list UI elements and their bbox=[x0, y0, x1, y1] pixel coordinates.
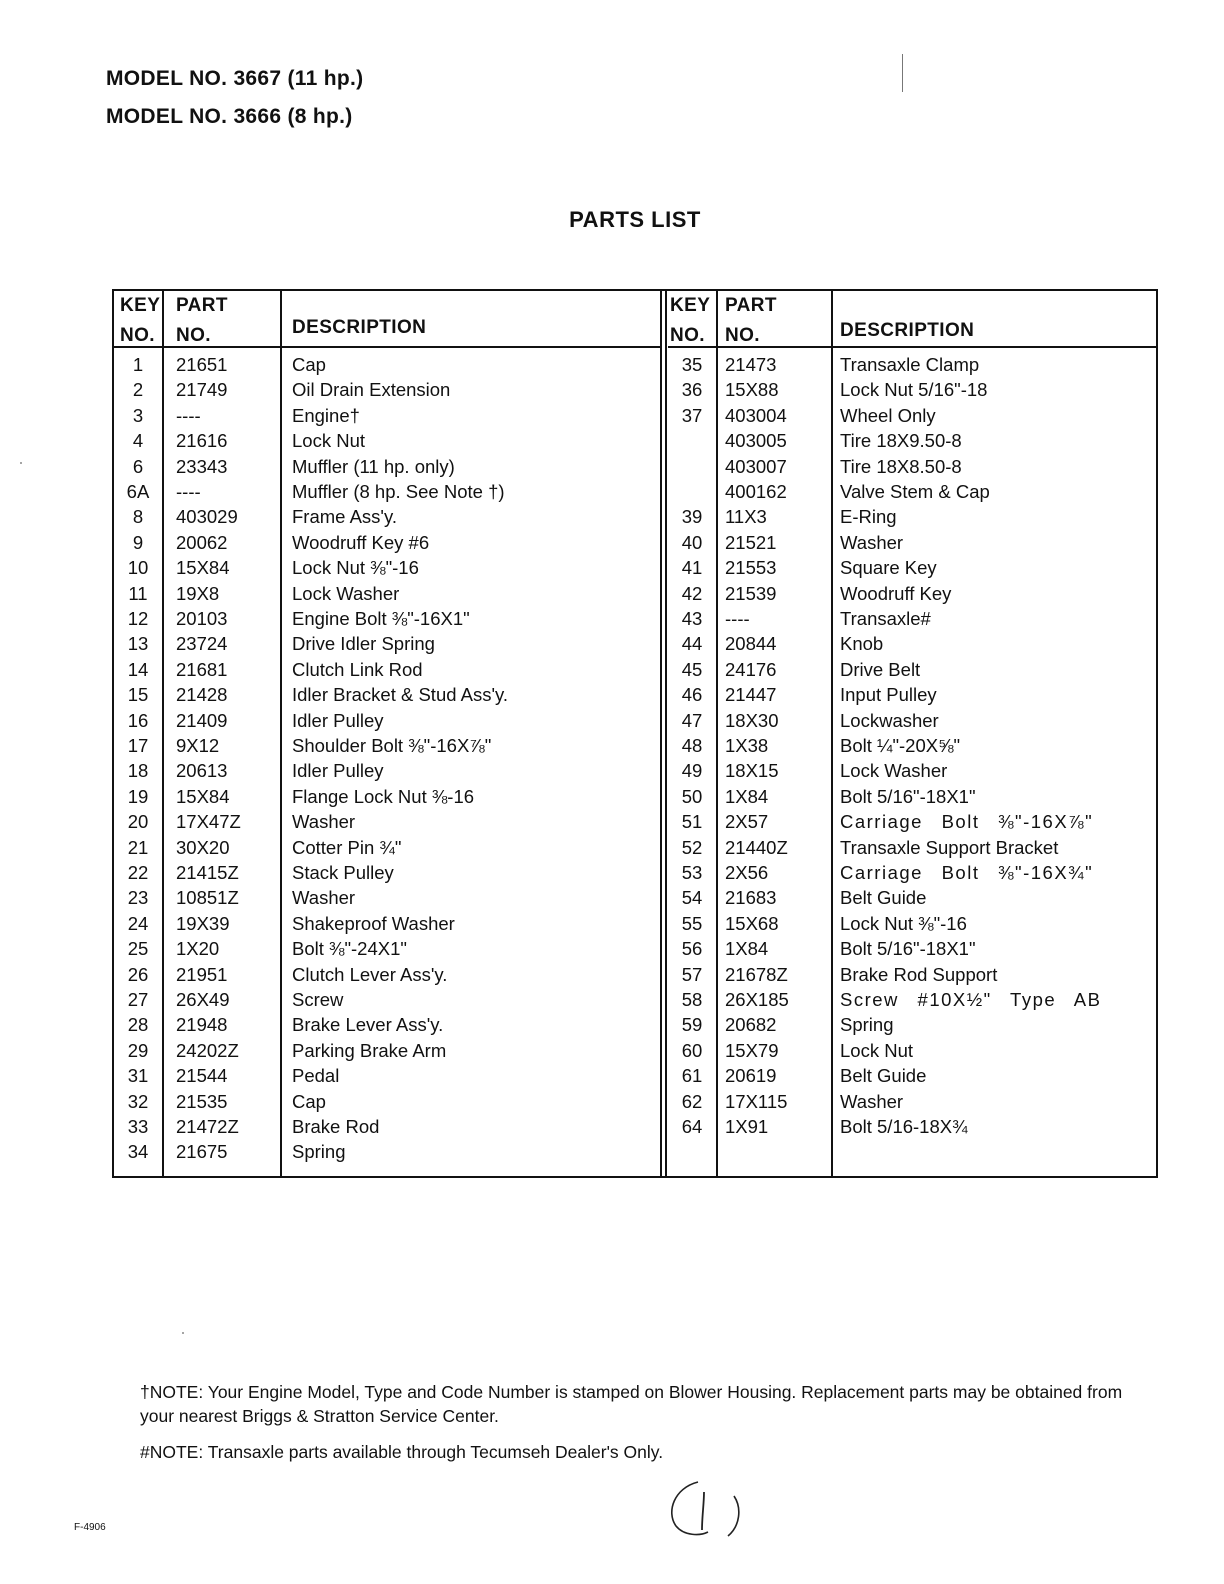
key-number: 4 bbox=[132, 430, 144, 452]
part-description: Bolt 5/16"-18X1" bbox=[840, 938, 976, 960]
model-line-1: MODEL NO. 3667 (11 hp.) bbox=[106, 67, 364, 90]
part-description: Brake Lever Ass'y. bbox=[292, 1014, 444, 1036]
key-number: 59 bbox=[681, 1014, 703, 1036]
part-description: Idler Pulley bbox=[292, 709, 384, 731]
part-number: 21535 bbox=[176, 1090, 228, 1112]
scan-speck bbox=[182, 1332, 184, 1334]
table-row bbox=[668, 835, 1156, 860]
header-part bbox=[176, 291, 228, 351]
table-row bbox=[114, 809, 660, 834]
table-row bbox=[114, 936, 660, 961]
part-description: Transaxle Clamp bbox=[840, 354, 980, 375]
key-number: 13 bbox=[127, 633, 149, 655]
part-description: Pedal bbox=[292, 1065, 340, 1087]
scan-mark bbox=[902, 54, 903, 92]
table-row bbox=[114, 428, 660, 453]
key-number: 39 bbox=[681, 506, 703, 528]
model-line-2: MODEL NO. 3666 (8 hp.) bbox=[106, 105, 353, 128]
key-number: 41 bbox=[681, 557, 703, 579]
key-number: 58 bbox=[681, 989, 703, 1010]
table-row bbox=[114, 708, 660, 733]
key-number: 19 bbox=[127, 785, 149, 807]
part-number: 24202Z bbox=[176, 1039, 239, 1061]
table-row bbox=[114, 682, 660, 707]
part-description: Bolt 5/16"-18X1" bbox=[840, 785, 976, 807]
part-number: 21521 bbox=[725, 531, 777, 553]
key-number: 9 bbox=[132, 531, 144, 553]
table-row bbox=[668, 784, 1156, 809]
header-key-line-2: NO. bbox=[670, 325, 705, 346]
part-number: 21749 bbox=[176, 379, 228, 401]
part-number: 15X68 bbox=[725, 912, 779, 934]
part-number: 21553 bbox=[725, 557, 777, 579]
part-description: Parking Brake Arm bbox=[292, 1039, 447, 1061]
part-description: Flange Lock Nut ⅜-16 bbox=[292, 785, 475, 807]
table-row bbox=[114, 911, 660, 936]
table-row bbox=[668, 1063, 1156, 1088]
key-number: 51 bbox=[681, 811, 703, 833]
key-number: 46 bbox=[681, 684, 703, 706]
key-number: 48 bbox=[681, 735, 703, 756]
part-description: Lock Nut 5/16"-18 bbox=[840, 379, 988, 401]
table-row bbox=[114, 581, 660, 606]
part-number: 15X84 bbox=[176, 557, 230, 579]
part-description: Lockwasher bbox=[840, 709, 939, 731]
part-description: Lock Washer bbox=[292, 582, 400, 604]
part-number: 24176 bbox=[725, 658, 777, 680]
part-number: 20613 bbox=[176, 760, 228, 782]
parts-table bbox=[112, 289, 1158, 1178]
table-row bbox=[114, 1038, 660, 1063]
table-row bbox=[668, 504, 1156, 529]
header-key-line-1: KEY bbox=[670, 295, 711, 316]
part-number: 20062 bbox=[176, 531, 228, 553]
key-number: 2 bbox=[132, 379, 144, 401]
header-description: DESCRIPTION bbox=[292, 317, 427, 338]
part-number: 21675 bbox=[176, 1141, 228, 1163]
key-number: 10 bbox=[127, 557, 149, 579]
table-row bbox=[668, 428, 1156, 453]
part-number: 21678Z bbox=[725, 963, 788, 985]
table-row bbox=[668, 1012, 1156, 1037]
table-row bbox=[114, 504, 660, 529]
part-number: 403004 bbox=[725, 404, 787, 426]
table-row bbox=[114, 860, 660, 885]
key-number: 47 bbox=[681, 709, 703, 731]
part-description: Stack Pulley bbox=[292, 862, 394, 883]
header-part-line-2: NO. bbox=[725, 325, 760, 346]
part-number: 15X79 bbox=[725, 1039, 779, 1061]
table-row bbox=[114, 1063, 660, 1088]
key-number: 1 bbox=[132, 354, 144, 375]
table-row bbox=[668, 1038, 1156, 1063]
table-row bbox=[114, 1114, 660, 1139]
header-key bbox=[670, 291, 710, 351]
part-description: Tire 18X8.50-8 bbox=[840, 455, 962, 477]
key-number: 34 bbox=[127, 1141, 149, 1163]
part-number: 2X56 bbox=[725, 862, 769, 883]
part-description: E-Ring bbox=[840, 506, 897, 528]
key-number: 31 bbox=[127, 1065, 149, 1087]
key-number: 61 bbox=[681, 1065, 703, 1087]
part-number: 21681 bbox=[176, 658, 228, 680]
part-number: 26X49 bbox=[176, 989, 230, 1010]
part-number: 21447 bbox=[725, 684, 777, 706]
part-description: Washer bbox=[840, 531, 904, 553]
header-part-line-2: NO. bbox=[176, 325, 211, 346]
part-number: 20844 bbox=[725, 633, 777, 655]
part-description: Spring bbox=[840, 1014, 894, 1036]
part-description: Cotter Pin ¾" bbox=[292, 836, 402, 858]
key-number: 53 bbox=[681, 862, 703, 883]
part-description: Transaxle Support Bracket bbox=[840, 836, 1059, 858]
part-description: Square Key bbox=[840, 557, 937, 579]
table-row bbox=[114, 1012, 660, 1037]
part-number: 21948 bbox=[176, 1014, 228, 1036]
table-row bbox=[114, 555, 660, 580]
table-row bbox=[114, 530, 660, 555]
table-row bbox=[668, 733, 1156, 758]
part-number: 21409 bbox=[176, 709, 228, 731]
table-row bbox=[114, 403, 660, 428]
header-key-line-1: KEY bbox=[120, 295, 161, 316]
key-number: 40 bbox=[681, 531, 703, 553]
part-description: Valve Stem & Cap bbox=[840, 481, 990, 502]
table-row bbox=[114, 758, 660, 783]
part-number: 19X39 bbox=[176, 912, 230, 934]
table-row bbox=[668, 987, 1156, 1012]
part-number: 21440Z bbox=[725, 836, 788, 858]
key-number: 25 bbox=[127, 938, 149, 960]
table-row bbox=[668, 885, 1156, 910]
key-number: 44 bbox=[681, 633, 703, 655]
key-number: 33 bbox=[127, 1116, 149, 1137]
table-row bbox=[668, 809, 1156, 834]
key-number: 54 bbox=[681, 887, 703, 909]
key-number: 3 bbox=[132, 404, 144, 426]
table-row bbox=[114, 631, 660, 656]
table-row bbox=[668, 682, 1156, 707]
header-key bbox=[120, 291, 160, 351]
key-number: 56 bbox=[681, 938, 703, 960]
part-description: Lock Nut ⅜"-16 bbox=[840, 912, 967, 934]
header-key-line-2: NO. bbox=[120, 325, 155, 346]
part-description: Knob bbox=[840, 633, 884, 655]
table-row bbox=[668, 581, 1156, 606]
table-row bbox=[668, 1089, 1156, 1114]
part-number: 9X12 bbox=[176, 735, 220, 756]
table-row bbox=[668, 936, 1156, 961]
header-description: DESCRIPTION bbox=[840, 320, 975, 341]
part-number: 23343 bbox=[176, 455, 228, 477]
part-description: Frame Ass'y. bbox=[292, 506, 397, 528]
table-split-rule bbox=[660, 291, 662, 1176]
part-description: Oil Drain Extension bbox=[292, 379, 451, 401]
part-description: Woodruff Key #6 bbox=[292, 531, 430, 553]
part-number: 21428 bbox=[176, 684, 228, 706]
part-number: ---- bbox=[725, 608, 750, 629]
part-number: 11X3 bbox=[725, 506, 767, 528]
part-description: Woodruff Key bbox=[840, 582, 952, 604]
note-transaxle: #NOTE: Transaxle parts available through Tecumseh Dealer's Only. bbox=[140, 1442, 664, 1462]
part-number: 18X30 bbox=[725, 709, 779, 731]
table-row bbox=[114, 733, 660, 758]
part-description: Muffler (11 hp. only) bbox=[292, 455, 455, 477]
key-number: 21 bbox=[127, 836, 149, 858]
key-number: 6A bbox=[126, 481, 150, 502]
key-number: 23 bbox=[127, 887, 149, 909]
handwritten-page-number bbox=[664, 1478, 748, 1542]
table-row bbox=[114, 377, 660, 402]
part-description: Brake Rod bbox=[292, 1116, 380, 1137]
part-number: 403029 bbox=[176, 506, 238, 528]
part-number: 18X15 bbox=[725, 760, 779, 782]
table-split-rule bbox=[665, 291, 667, 1176]
part-description: Lock Washer bbox=[840, 760, 948, 782]
key-number: 57 bbox=[681, 963, 703, 985]
key-number: 24 bbox=[127, 912, 149, 934]
table-row bbox=[668, 708, 1156, 733]
part-description: Cap bbox=[292, 1090, 326, 1112]
key-number: 42 bbox=[681, 582, 703, 604]
key-number: 28 bbox=[127, 1014, 149, 1036]
key-number: 29 bbox=[127, 1039, 149, 1061]
part-number: 30X20 bbox=[176, 836, 230, 858]
part-number: 20682 bbox=[725, 1014, 777, 1036]
key-number: 27 bbox=[127, 989, 149, 1010]
key-number: 14 bbox=[127, 658, 149, 680]
key-number: 37 bbox=[681, 404, 703, 426]
part-description: Idler Pulley bbox=[292, 760, 384, 782]
table-row bbox=[114, 835, 660, 860]
table-row bbox=[668, 1114, 1156, 1139]
part-description: Screw #10X½" Type AB bbox=[840, 989, 1102, 1010]
table-row bbox=[114, 1089, 660, 1114]
key-number: 6 bbox=[132, 455, 144, 477]
part-number: 21951 bbox=[176, 963, 228, 985]
table-row bbox=[114, 606, 660, 631]
part-description: Washer bbox=[292, 887, 356, 909]
part-number: 23724 bbox=[176, 633, 228, 655]
scan-speck bbox=[20, 462, 22, 464]
part-number: ---- bbox=[176, 404, 201, 426]
part-number: 26X185 bbox=[725, 989, 789, 1010]
part-number: 21415Z bbox=[176, 862, 239, 883]
key-number: 52 bbox=[681, 836, 703, 858]
part-number: 21472Z bbox=[176, 1116, 239, 1137]
model-header bbox=[106, 60, 363, 136]
table-row bbox=[668, 555, 1156, 580]
table-left-half bbox=[114, 291, 660, 1176]
table-row bbox=[668, 479, 1156, 504]
key-number: 60 bbox=[681, 1039, 703, 1061]
part-number: 21616 bbox=[176, 430, 228, 452]
part-description: Engine† bbox=[292, 404, 360, 426]
part-number: 10851Z bbox=[176, 887, 239, 909]
part-description: Bolt ¼"-20X⅝" bbox=[840, 735, 961, 756]
part-description: Wheel Only bbox=[840, 404, 936, 426]
table-row bbox=[668, 631, 1156, 656]
table-row bbox=[668, 454, 1156, 479]
key-number: 18 bbox=[127, 760, 149, 782]
notes bbox=[140, 1380, 1150, 1476]
key-number: 64 bbox=[681, 1116, 703, 1137]
table-row bbox=[668, 606, 1156, 631]
key-number: 16 bbox=[127, 709, 149, 731]
key-number: 15 bbox=[127, 684, 149, 706]
part-description: Idler Bracket & Stud Ass'y. bbox=[292, 684, 509, 706]
key-number: 26 bbox=[127, 963, 149, 985]
part-number: 403007 bbox=[725, 455, 787, 477]
part-number: 403005 bbox=[725, 430, 787, 452]
part-number: 400162 bbox=[725, 481, 787, 502]
part-number: 21651 bbox=[176, 354, 228, 375]
key-number: 49 bbox=[681, 760, 703, 782]
part-description: Screw bbox=[292, 989, 344, 1010]
part-number: 1X91 bbox=[725, 1116, 769, 1137]
key-number: 17 bbox=[127, 735, 149, 756]
part-description: Brake Rod Support bbox=[840, 963, 998, 985]
table-row bbox=[668, 377, 1156, 402]
key-number: 11 bbox=[128, 582, 148, 604]
part-number: 21683 bbox=[725, 887, 777, 909]
table-row bbox=[114, 454, 660, 479]
part-description: Drive Idler Spring bbox=[292, 633, 435, 655]
part-number: 21539 bbox=[725, 582, 777, 604]
part-description: Bolt 5/16-18X¾ bbox=[840, 1116, 968, 1137]
part-description: Carriage Bolt ⅜"-16X¾" bbox=[840, 862, 1094, 883]
part-number: 15X84 bbox=[176, 785, 230, 807]
key-number: 12 bbox=[127, 608, 149, 629]
part-description: Belt Guide bbox=[840, 887, 927, 909]
table-right-half bbox=[668, 291, 1156, 1176]
part-description: Lock Nut bbox=[292, 430, 366, 452]
table-row bbox=[114, 885, 660, 910]
part-description: Engine Bolt ⅜"-16X1" bbox=[292, 608, 470, 629]
part-description: Washer bbox=[840, 1090, 904, 1112]
part-number: 17X115 bbox=[725, 1090, 788, 1112]
part-number: 1X20 bbox=[176, 938, 220, 960]
key-number: 20 bbox=[127, 811, 149, 833]
part-number: 1X38 bbox=[725, 735, 769, 756]
part-description: Tire 18X9.50-8 bbox=[840, 430, 962, 452]
header-part bbox=[725, 291, 777, 351]
table-row bbox=[114, 784, 660, 809]
note-engine: †NOTE: Your Engine Model, Type and Code Number is stamped on Blower Housing. Replacement parts may be obtained from your nearest Briggs & Stratton Service Center. bbox=[140, 1382, 1123, 1426]
header-part-line-1: PART bbox=[176, 295, 228, 316]
part-description: Washer bbox=[292, 811, 356, 833]
key-number: 62 bbox=[681, 1090, 703, 1112]
part-number: 2X57 bbox=[725, 811, 769, 833]
table-row bbox=[114, 1139, 660, 1164]
table-row bbox=[668, 962, 1156, 987]
form-number: F-4906 bbox=[74, 1522, 106, 1533]
key-number: 55 bbox=[681, 912, 703, 934]
key-number: 45 bbox=[681, 658, 703, 680]
table-row bbox=[668, 860, 1156, 885]
part-description: Cap bbox=[292, 354, 326, 375]
part-number: 20619 bbox=[725, 1065, 777, 1087]
part-description: Bolt ⅜"-24X1" bbox=[292, 938, 407, 960]
part-description: Clutch Lever Ass'y. bbox=[292, 963, 448, 985]
key-number: 36 bbox=[681, 379, 703, 401]
table-row bbox=[668, 758, 1156, 783]
part-number: 19X8 bbox=[176, 582, 220, 604]
key-number: 8 bbox=[132, 506, 144, 528]
key-number: 50 bbox=[681, 785, 703, 807]
key-number: 43 bbox=[681, 608, 703, 629]
part-description: Lock Nut bbox=[840, 1039, 914, 1061]
table-row bbox=[668, 911, 1156, 936]
table-row bbox=[114, 352, 660, 377]
table-row bbox=[668, 657, 1156, 682]
part-description: Muffler (8 hp. See Note †) bbox=[292, 481, 505, 502]
part-number: 21473 bbox=[725, 354, 777, 375]
part-description: Clutch Link Rod bbox=[292, 658, 423, 680]
part-number: 15X88 bbox=[725, 379, 779, 401]
key-number: 35 bbox=[681, 354, 703, 375]
part-description: Carriage Bolt ⅜"-16X⅞" bbox=[840, 811, 1094, 833]
key-number: 22 bbox=[127, 862, 149, 883]
part-description: Shakeproof Washer bbox=[292, 912, 455, 934]
table-row bbox=[668, 352, 1156, 377]
part-description: Belt Guide bbox=[840, 1065, 927, 1087]
header-part-line-1: PART bbox=[725, 295, 777, 316]
part-number: ---- bbox=[176, 481, 201, 502]
key-number: 32 bbox=[127, 1090, 149, 1112]
part-description: Shoulder Bolt ⅜"-16X⅞" bbox=[292, 735, 492, 756]
table-row bbox=[114, 962, 660, 987]
part-number: 1X84 bbox=[725, 785, 769, 807]
part-description: Transaxle# bbox=[840, 608, 931, 629]
table-row bbox=[114, 657, 660, 682]
table-row bbox=[668, 403, 1156, 428]
part-description: Lock Nut ⅜"-16 bbox=[292, 557, 419, 579]
table-row bbox=[668, 530, 1156, 555]
part-number: 17X47Z bbox=[176, 811, 241, 833]
table-row bbox=[114, 987, 660, 1012]
page-title: PARTS LIST bbox=[569, 207, 701, 232]
part-description: Input Pulley bbox=[840, 684, 937, 706]
part-number: 21544 bbox=[176, 1065, 228, 1087]
part-description: Drive Belt bbox=[840, 658, 921, 680]
part-description: Spring bbox=[292, 1141, 346, 1163]
part-number: 20103 bbox=[176, 608, 228, 629]
part-number: 1X84 bbox=[725, 938, 769, 960]
table-row bbox=[114, 479, 660, 504]
